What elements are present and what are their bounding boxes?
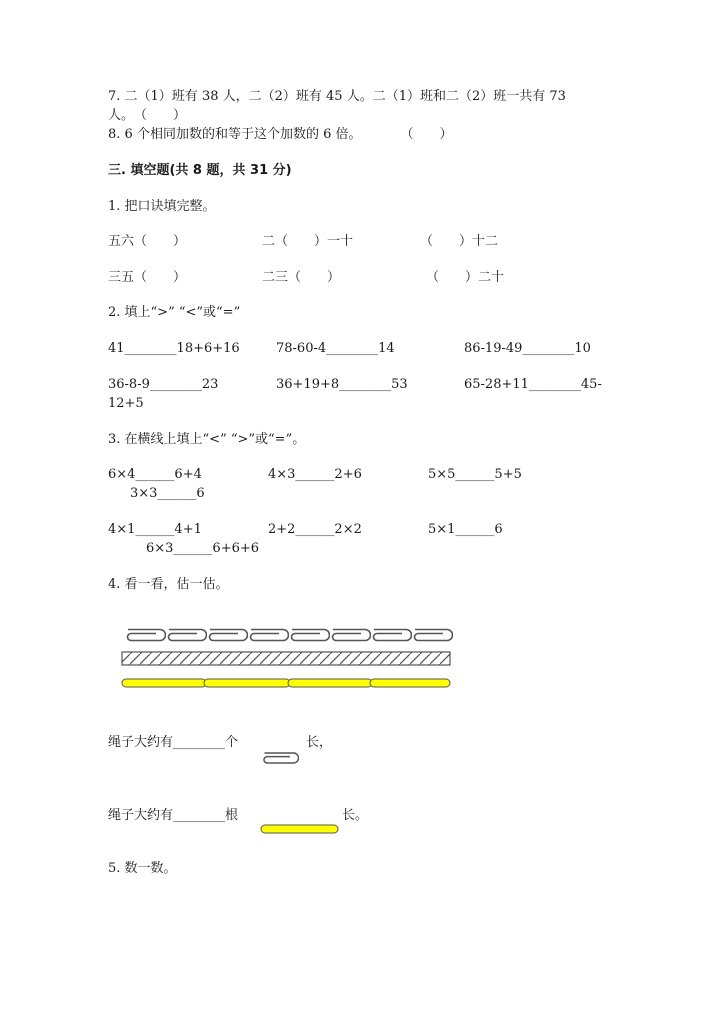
p4-title: 4. 看一看，估一估。: [108, 577, 229, 592]
p2-r1-c2: 78-60-4________14: [276, 341, 395, 356]
p1-title: 1. 把口诀填完整。: [108, 199, 216, 214]
p3-r2-c3: 5×1______6: [428, 522, 503, 537]
p1-r1-c2: 二（ ）一十: [262, 234, 354, 249]
q7-line2: 人。 （ ）: [108, 108, 187, 123]
p2-r2-c2: 36+19+8________53: [276, 377, 408, 392]
p3-r2-c1: 4×1______4+1: [108, 522, 202, 537]
stick-icon: [260, 823, 340, 835]
p2-r1-c3: 86-19-49________10: [464, 341, 591, 356]
p1-r2-c2: 二三（ ）: [262, 270, 341, 285]
p1-r2-c3: （ ）二十: [426, 270, 505, 285]
section-title: 三. 填空题(共 8 题，共 31 分): [108, 163, 292, 178]
p3-r1-c2: 4×3______2+6: [268, 467, 362, 482]
p3-r1-c1: 6×4______6+4: [108, 467, 202, 482]
q8-text: 8. 6 个相同加数的和等于这个加数的 6 倍。 （ ）: [108, 127, 453, 142]
p1-r1-c1: 五六（ ）: [108, 234, 187, 249]
p1-r1-c3: （ ）十二: [420, 234, 499, 249]
paperclip-icon: [259, 750, 299, 766]
p2-title: 2. 填上“>” “<”或“=”: [108, 305, 241, 320]
p3-r1-b: 3×3______6: [130, 486, 205, 501]
p4-a-pre: 绳子大约有________个: [108, 735, 239, 750]
paperclip-chain: [128, 630, 453, 641]
rope: [122, 652, 450, 665]
p4-a-post: 长，: [306, 735, 333, 750]
p4-b-post: 长。: [342, 808, 369, 823]
stick-chain: [122, 679, 450, 687]
p3-title: 3. 在横线上填上“<” “>”或“=”。: [108, 432, 306, 447]
p2-r2-c3: 65-28+11________45-: [464, 377, 602, 392]
p2-r2-c1: 36-8-9________23: [108, 377, 219, 392]
p1-r2-c1: 三五（ ）: [108, 270, 187, 285]
estimate-figure: [120, 624, 454, 694]
p4-b-pre: 绳子大约有________根: [108, 808, 239, 823]
q7-line1: 7. 二（1）班有 38 人，二（2）班有 45 人。二（1）班和二（2）班一共有 73: [108, 89, 566, 104]
p5-title: 5. 数一数。: [108, 861, 177, 876]
p2-r1-c1: 41________18+6+16: [108, 341, 240, 356]
p3-r2-c2: 2+2______2×2: [268, 522, 362, 537]
p3-r1-c3: 5×5______5+5: [428, 467, 522, 482]
p2-r2-cont: 12+5: [108, 396, 144, 411]
p3-r2-b: 6×3______6+6+6: [146, 541, 260, 556]
